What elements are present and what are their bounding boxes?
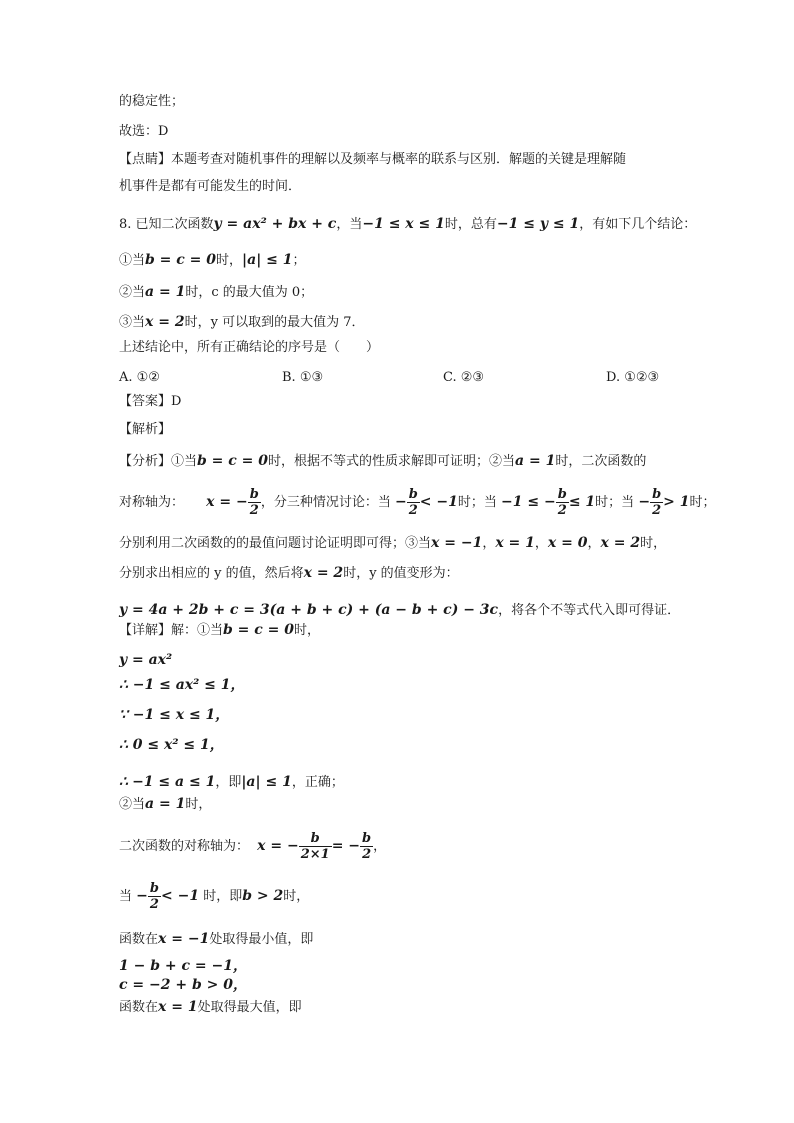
option-c: C. ②③ bbox=[443, 370, 485, 385]
step-line: 函数在x = −1处取得最小值，即 bbox=[119, 931, 314, 947]
detail-heading: 【详解】解：①当b = c = 0时， bbox=[119, 622, 321, 638]
step-line: 1 − b + c = −1， bbox=[119, 958, 247, 974]
step-line: c = −2 + b > 0， bbox=[119, 977, 247, 993]
fraction: $\frac{b}{2\times 1}$ bbox=[300, 831, 330, 862]
option-d: D. ①②③ bbox=[606, 370, 660, 385]
step-line: 二次函数的对称轴为： x = − $\frac{b}{2\times 1}$ = − $\frac{b}{2}$ ， bbox=[119, 831, 387, 862]
fraction: $\frac{b}{2}$ bbox=[362, 831, 372, 862]
formula: −1 ≤ y ≤ 1 bbox=[496, 216, 580, 232]
conclusion-2: ②当a = 1时，c 的最大值为 0； bbox=[119, 284, 314, 300]
fraction: $\frac{b}{2}$ bbox=[249, 487, 259, 518]
step-line: ∴ 0 ≤ x² ≤ 1， bbox=[119, 737, 224, 753]
text-line: 机事件是都有可能发生的时间． bbox=[119, 179, 302, 194]
equation-line: y = 4a + 2b + c = 3(a + b + c) + (a − b + c) − 3c，将各个不等式代入即可得证． bbox=[119, 602, 681, 618]
analysis-line: 分别利用二次函数的的最值问题讨论证明即可得；③当x = −1，x = 1，x = 0，x = 2时， bbox=[119, 535, 667, 551]
analysis-line: 【分析】①当b = c = 0时，根据不等式的性质求解即可证明；②当a = 1时，二次函数的 bbox=[119, 453, 647, 469]
analysis-heading: 【解析】 bbox=[119, 422, 172, 437]
answer-line: 【答案】D bbox=[119, 394, 182, 409]
option-b: B. ①③ bbox=[282, 370, 324, 385]
step-line: 当 − $\frac{b}{2}$ < −1 时，即b > 2时， bbox=[119, 881, 310, 912]
text-line: 【点睛】本题考查对随机事件的理解以及频率与概率的联系与区别．解题的关键是理解随 bbox=[119, 152, 627, 167]
fraction: $\frac{b}{2}$ bbox=[557, 487, 567, 518]
question-ask: 上述结论中，所有正确结论的序号是（ ） bbox=[119, 340, 380, 355]
step-line: 函数在x = 1处取得最大值，即 bbox=[119, 999, 302, 1015]
formula: −1 ≤ x ≤ 1 bbox=[362, 216, 445, 232]
step-line: ∴ −1 ≤ ax² ≤ 1， bbox=[119, 677, 245, 693]
axis-line: 对称轴为： x = − $\frac{b}{2}$ ，分三种情况讨论：当 − $\frac{b}{2}$ < −1时；当 −1 ≤ − $\frac{b}{2}$ ≤ 1时；当 − $\frac{b}{2}$ > 1时； bbox=[119, 487, 716, 518]
text-line: 故选：D bbox=[119, 124, 169, 139]
text-line: 的稳定性； bbox=[119, 94, 185, 109]
conclusion-1: ①当b = c = 0时，|a| ≤ 1； bbox=[119, 252, 306, 268]
question-8: 8. 已知二次函数y = ax² + bx + c，当−1 ≤ x ≤ 1时，总有−1 ≤ y ≤ 1，有如下几个结论： bbox=[119, 216, 697, 232]
step-line: ②当a = 1时， bbox=[119, 796, 212, 812]
conclusion-3: ③当x = 2时，y 可以取到的最大值为 7． bbox=[119, 314, 365, 330]
fraction: $\frac{b}{2}$ bbox=[149, 881, 159, 912]
options-row bbox=[119, 368, 679, 388]
step-line: ∴ −1 ≤ a ≤ 1，即|a| ≤ 1，正确； bbox=[119, 774, 344, 790]
option-a: A. ①② bbox=[119, 370, 160, 385]
analysis-line: 分别求出相应的 y 的值，然后将x = 2时，y 的值变形为： bbox=[119, 565, 459, 581]
step-line: y = ax² bbox=[119, 652, 173, 668]
fraction: $\frac{b}{2}$ bbox=[408, 487, 418, 518]
step-line: ∵ −1 ≤ x ≤ 1， bbox=[119, 707, 230, 723]
formula: y = ax² + bx + c bbox=[213, 216, 337, 232]
fraction: $\frac{b}{2}$ bbox=[652, 487, 662, 518]
